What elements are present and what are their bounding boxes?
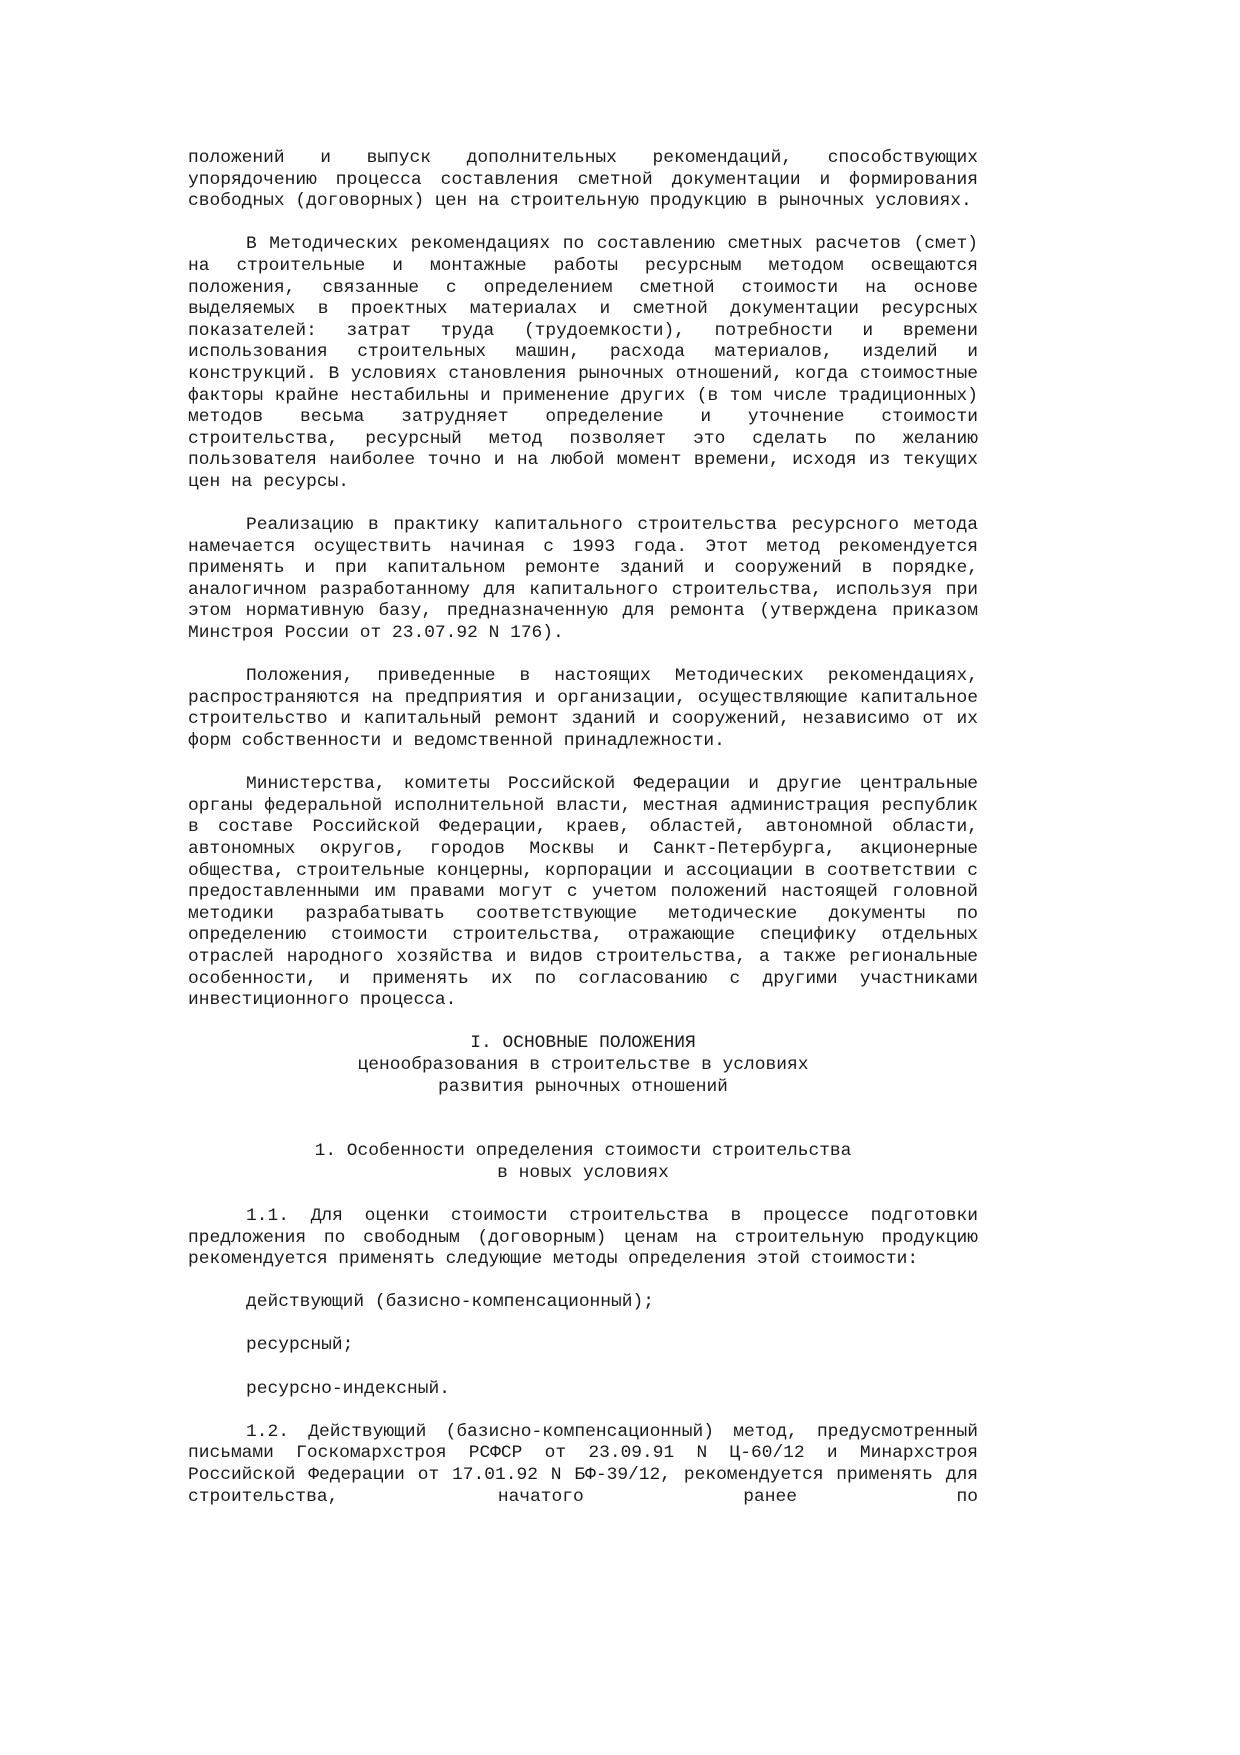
subsection-title-line-2: в новых условиях <box>497 1162 669 1183</box>
paragraph-ministries: Министерства, комитеты Российской Федерации и другие центральные органы федеральной исполнительной власти, местная администрация республик в составе Российской Федерации, краев, областей, автономной области, автономных округов, городов Москвы и Санкт-Петербурга, акционерные общества, строительные концерны, корпорации и ассоциации в соответствии с предоставленными им правами могут с учетом положений настоящей головной методики разрабатывать соответствующие методические документы по определению стоимости строительства, отражающие специфику отдельных отраслей народного хозяйства и видов строительства, а также региональные особенности, и применять их по согласованию с другими участниками инвестиционного процесса. <box>188 774 978 1011</box>
paragraph-implementation: Реализацию в практику капитального строительства ресурсного метода намечается осуществить начиная с 1993 года. Этот метод рекомендуется применять и при капитальном ремонте зданий и сооружений в порядке, аналогичном разработанному для капитального строительства, используя при этом нормативную базу, предназначенную для ремонта (утверждена приказом Минстроя России от 23.07.92 N 176). <box>188 515 978 644</box>
section-title-line-1: I. ОСНОВНЫЕ ПОЛОЖЕНИЯ <box>470 1033 696 1054</box>
method-item-resource: ресурсный; <box>246 1335 354 1356</box>
paragraph-scope: Положения, приведенные в настоящих Методических рекомендациях, распространяются на предприятия и организации, осуществляющие капитальное строительство и капитальный ремонт зданий и сооружений, независимо от их форм собственности и ведомственной принадлежности. <box>188 666 978 752</box>
paragraph-intro-continuation: положений и выпуск дополнительных рекомендаций, способствующих упорядочению процесса составления сметной документации и формирования свободных (договорных) цен на строительную продукцию в рыночных условиях. <box>188 148 978 212</box>
paragraph-1-2: 1.2. Действующий (базисно-компенсационный) метод, предусмотренный письмами Госкомархстроя РСФСР от 23.09.91 N Ц-60/12 и Минархстроя Российской Федерации от 17.01.92 N БФ-39/12, рекомендуется применять для строительства, начатого ранее по <box>188 1421 978 1507</box>
section-title-line-3: развития рыночных отношений <box>438 1076 728 1097</box>
method-item-basis: действующий (базисно-компенсационный); <box>246 1292 654 1313</box>
document-page <box>188 148 978 1530</box>
paragraph-1-1: 1.1. Для оценки стоимости строительства в процессе подготовки предложения по свободным (договорным) ценам на строительную продукцию рекомендуется применять следующие методы определения этой стоимости: <box>188 1205 978 1270</box>
section-heading <box>188 1033 978 1098</box>
subsection-title-line-1: 1. Особенности определения стоимости строительства <box>314 1141 852 1162</box>
paragraph-resource-method: В Методических рекомендациях по составлению сметных расчетов (смет) на строительные и монтажные работы ресурсным методом освещаются положения, связанные с определением сметной стоимости на основе выделяемых в проектных материалах и сметной документации ресурсных показателей: затрат труда (трудоемкости), потребности и времени использования строительных машин, расхода материалов, изделий и конструкций. В условиях становления рыночных отношений, когда стоимостные факторы крайне нестабильны и применение других (в том числе традиционных) методов весьма затрудняет определение и уточнение стоимости строительства, ресурсный метод позволяет это сделать по желанию пользователя наиболее точно и на любой момент времени, исходя из текущих цен на ресурсы. <box>188 234 978 492</box>
method-item-resource-index: ресурсно-индексный. <box>246 1378 450 1399</box>
subsection-heading <box>188 1141 978 1184</box>
section-title-line-2: ценообразования в строительстве в условиях <box>357 1054 809 1075</box>
